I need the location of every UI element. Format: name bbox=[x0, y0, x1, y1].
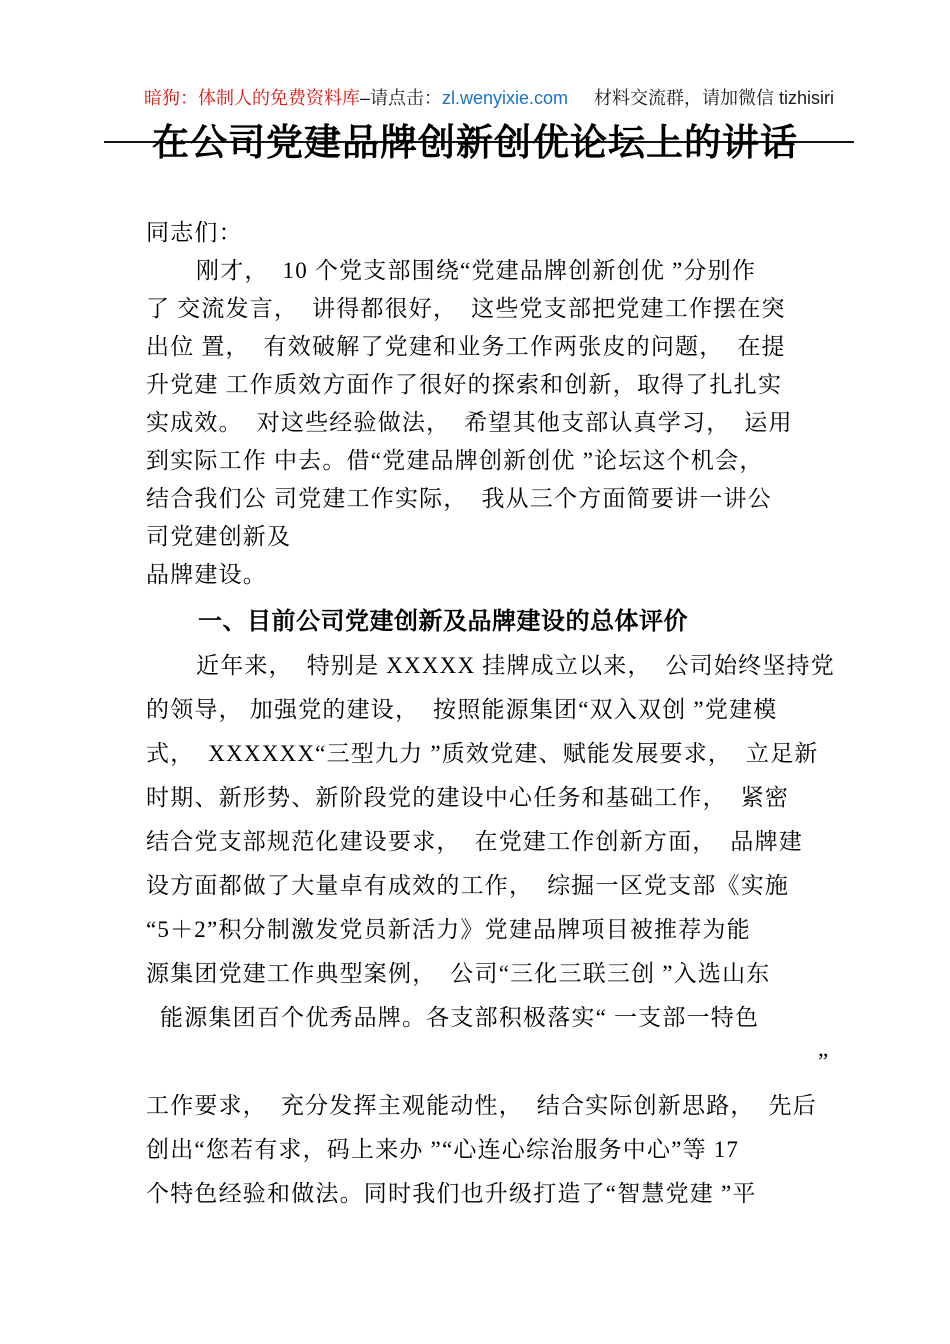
promo-link[interactable]: zl.wenyixie.com bbox=[441, 88, 569, 108]
promo-click-text: –请点击： bbox=[359, 88, 442, 108]
doc-line: 结合我们公 司党建工作实际， 我从三个方面简要讲一讲公 bbox=[146, 486, 772, 511]
promo-brand-text: 暗狗：体制人的免费资料库 bbox=[143, 88, 360, 108]
doc-line: 式， XXXXXX“三型九力 ”质效党建、赋能发展要求， 立足新 bbox=[146, 741, 819, 766]
doc-line: 刚才， 10 个党支部围绕“党建品牌创新创优 ”分别作 bbox=[196, 258, 757, 283]
doc-line: “5＋2”积分制激发党员新活力》党建品牌项目被推荐为能 bbox=[146, 917, 751, 942]
doc-line: 源集团党建工作典型案例， 公司“三化三联三创 ”入选山东 bbox=[146, 961, 771, 986]
doc-line: 工作要求， 充分发挥主观能动性， 结合实际创新思路， 先后 bbox=[146, 1093, 817, 1118]
doc-line: 出位 置， 有效破解了党建和业务工作两张皮的问题， 在提 bbox=[146, 334, 786, 359]
paragraph-section-1 bbox=[146, 644, 856, 1216]
doc-line: 结合党支部规范化建设要求， 在党建工作创新方面， 品牌建 bbox=[146, 829, 803, 854]
paragraph-intro bbox=[146, 214, 856, 594]
document-body bbox=[146, 214, 856, 1216]
doc-line: 司党建创新及 bbox=[146, 524, 292, 549]
document-title: 在公司党建品牌创新创优论坛上的讲话 bbox=[152, 122, 798, 163]
doc-line: 个特色经验和做法。同时我们也升级打造了“智慧党建 ”平 bbox=[146, 1181, 757, 1206]
promo-contact-text: 材料交流群，请加微信 tizhisiri bbox=[594, 88, 835, 108]
doc-line-closing-quote: ” bbox=[818, 1049, 830, 1074]
doc-line: 能源集团百个优秀品牌。各支部积极落实“ 一支部一特色 bbox=[160, 1005, 760, 1030]
doc-line: 到实际工作 中去。借“党建品牌创新创优 ”论坛这个机会， bbox=[146, 448, 764, 473]
doc-line: 品牌建设。 bbox=[146, 562, 267, 587]
doc-line: 升党建 工作质效方面作了很好的探索和创新，取得了扎扎实 bbox=[146, 372, 783, 397]
doc-line: 的领导， 加强党的建设， 按照能源集团“双入双创 ”党建模 bbox=[146, 697, 778, 722]
doc-line: 近年来， 特别是 XXXXX 挂牌成立以来， 公司始终坚持党 bbox=[196, 653, 835, 678]
doc-line: 同志们： bbox=[146, 220, 243, 245]
doc-line: 了 交流发言， 讲得都很好， 这些党支部把党建工作摆在突 bbox=[146, 296, 786, 321]
section-heading-1: 一、目前公司党建创新及品牌建设的总体评价 bbox=[198, 608, 688, 635]
doc-line: 实成效。 对这些经验做法， 希望其他支部认真学习， 运用 bbox=[146, 410, 793, 435]
doc-line: 创出“您若有求，码上来办 ”“心连心综治服务中心”等 17 bbox=[146, 1137, 740, 1162]
doc-line: 时期、新形势、新阶段党的建设中心任务和基础工作， 紧密 bbox=[146, 785, 790, 810]
doc-line: 设方面都做了大量卓有成效的工作， 综掘一区党支部《实施 bbox=[146, 873, 790, 898]
